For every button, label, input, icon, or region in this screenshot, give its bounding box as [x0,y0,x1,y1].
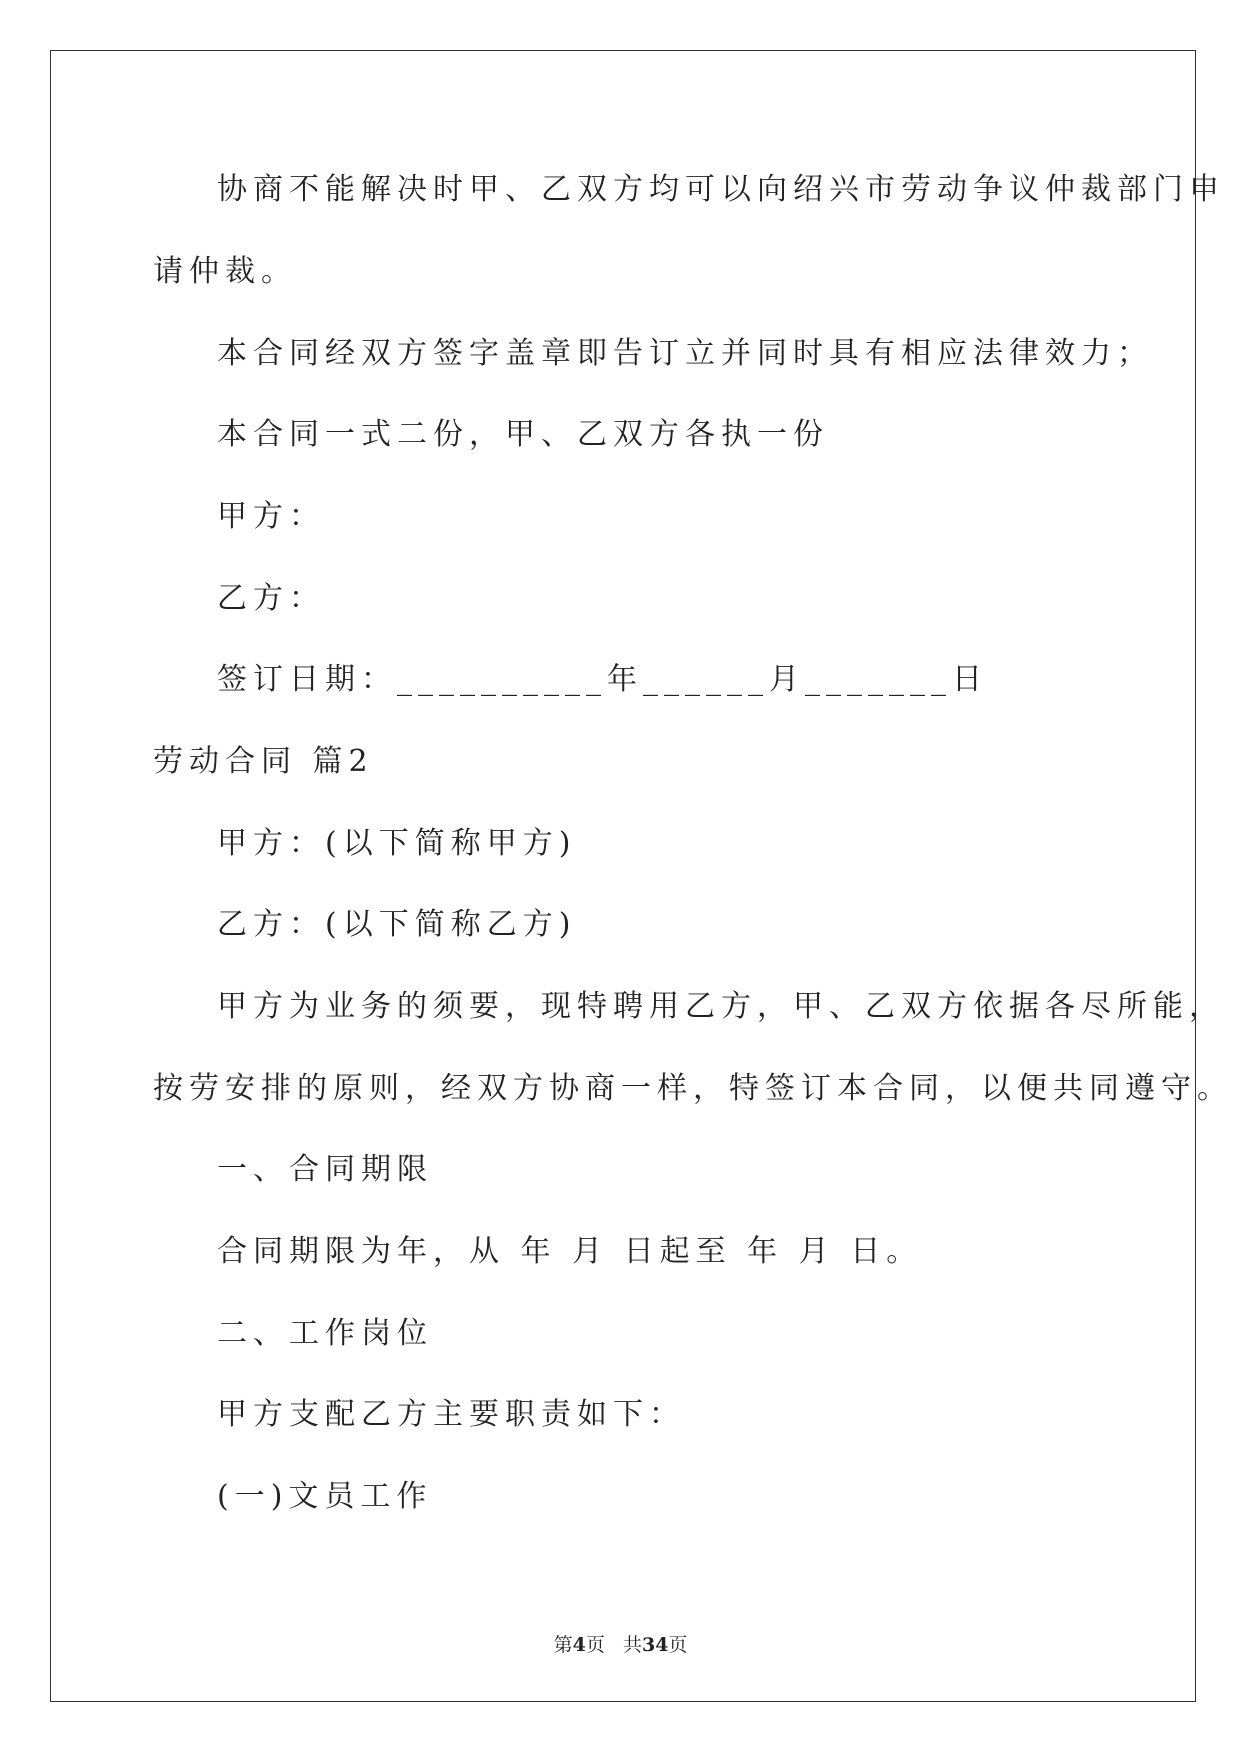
paragraph-line: 甲方支配乙方主要职责如下： [217,1397,685,1432]
paragraph-line: 乙方：(以下简称乙方) [217,907,577,942]
paragraph-line: 请仲裁。 [153,254,297,289]
paragraph-line: (一)文员工作 [217,1479,433,1514]
paragraph-line: 按劳安排的原则，经双方协商一样，特签订本合同，以便共同遵守。 [153,1071,1233,1106]
paragraph-line: 本合同一式二份，甲、乙双方各执一份 [217,417,829,452]
page-footer [0,1630,1241,1657]
party-b-label: 乙方： [217,581,325,616]
paragraph-line: 本合同经双方签字盖章即告订立并同时具有相应法律效力； [217,336,1153,371]
signing-date-line: 签订日期：__________年______月_______日 [217,662,988,697]
paragraph-line: 协商不能解决时甲、乙双方均可以向绍兴市劳动争议仲裁部门申 [217,172,1225,207]
paragraph-line: 甲方为业务的须要，现特聘用乙方，甲、乙双方依据各尽所能， [217,989,1225,1024]
party-a-label: 甲方： [217,499,325,534]
clause-heading: 一、合同期限 [217,1152,433,1187]
footer-total-prefix: 共 [622,1634,642,1656]
clause-heading: 二、工作岗位 [217,1316,433,1351]
footer-prefix: 第 [553,1634,573,1656]
current-page-number: 4 [572,1634,586,1656]
page-border [50,50,1196,1702]
paragraph-line: 合同期限为年，从 年 月 日起至 年 月 日。 [217,1234,923,1269]
footer-page-word: 页 [585,1634,605,1656]
paragraph-line: 甲方：(以下简称甲方) [217,826,577,861]
total-pages-number: 34 [641,1634,669,1656]
section-heading: 劳动合同 篇2 [153,744,374,779]
footer-total-suffix: 页 [668,1634,688,1656]
